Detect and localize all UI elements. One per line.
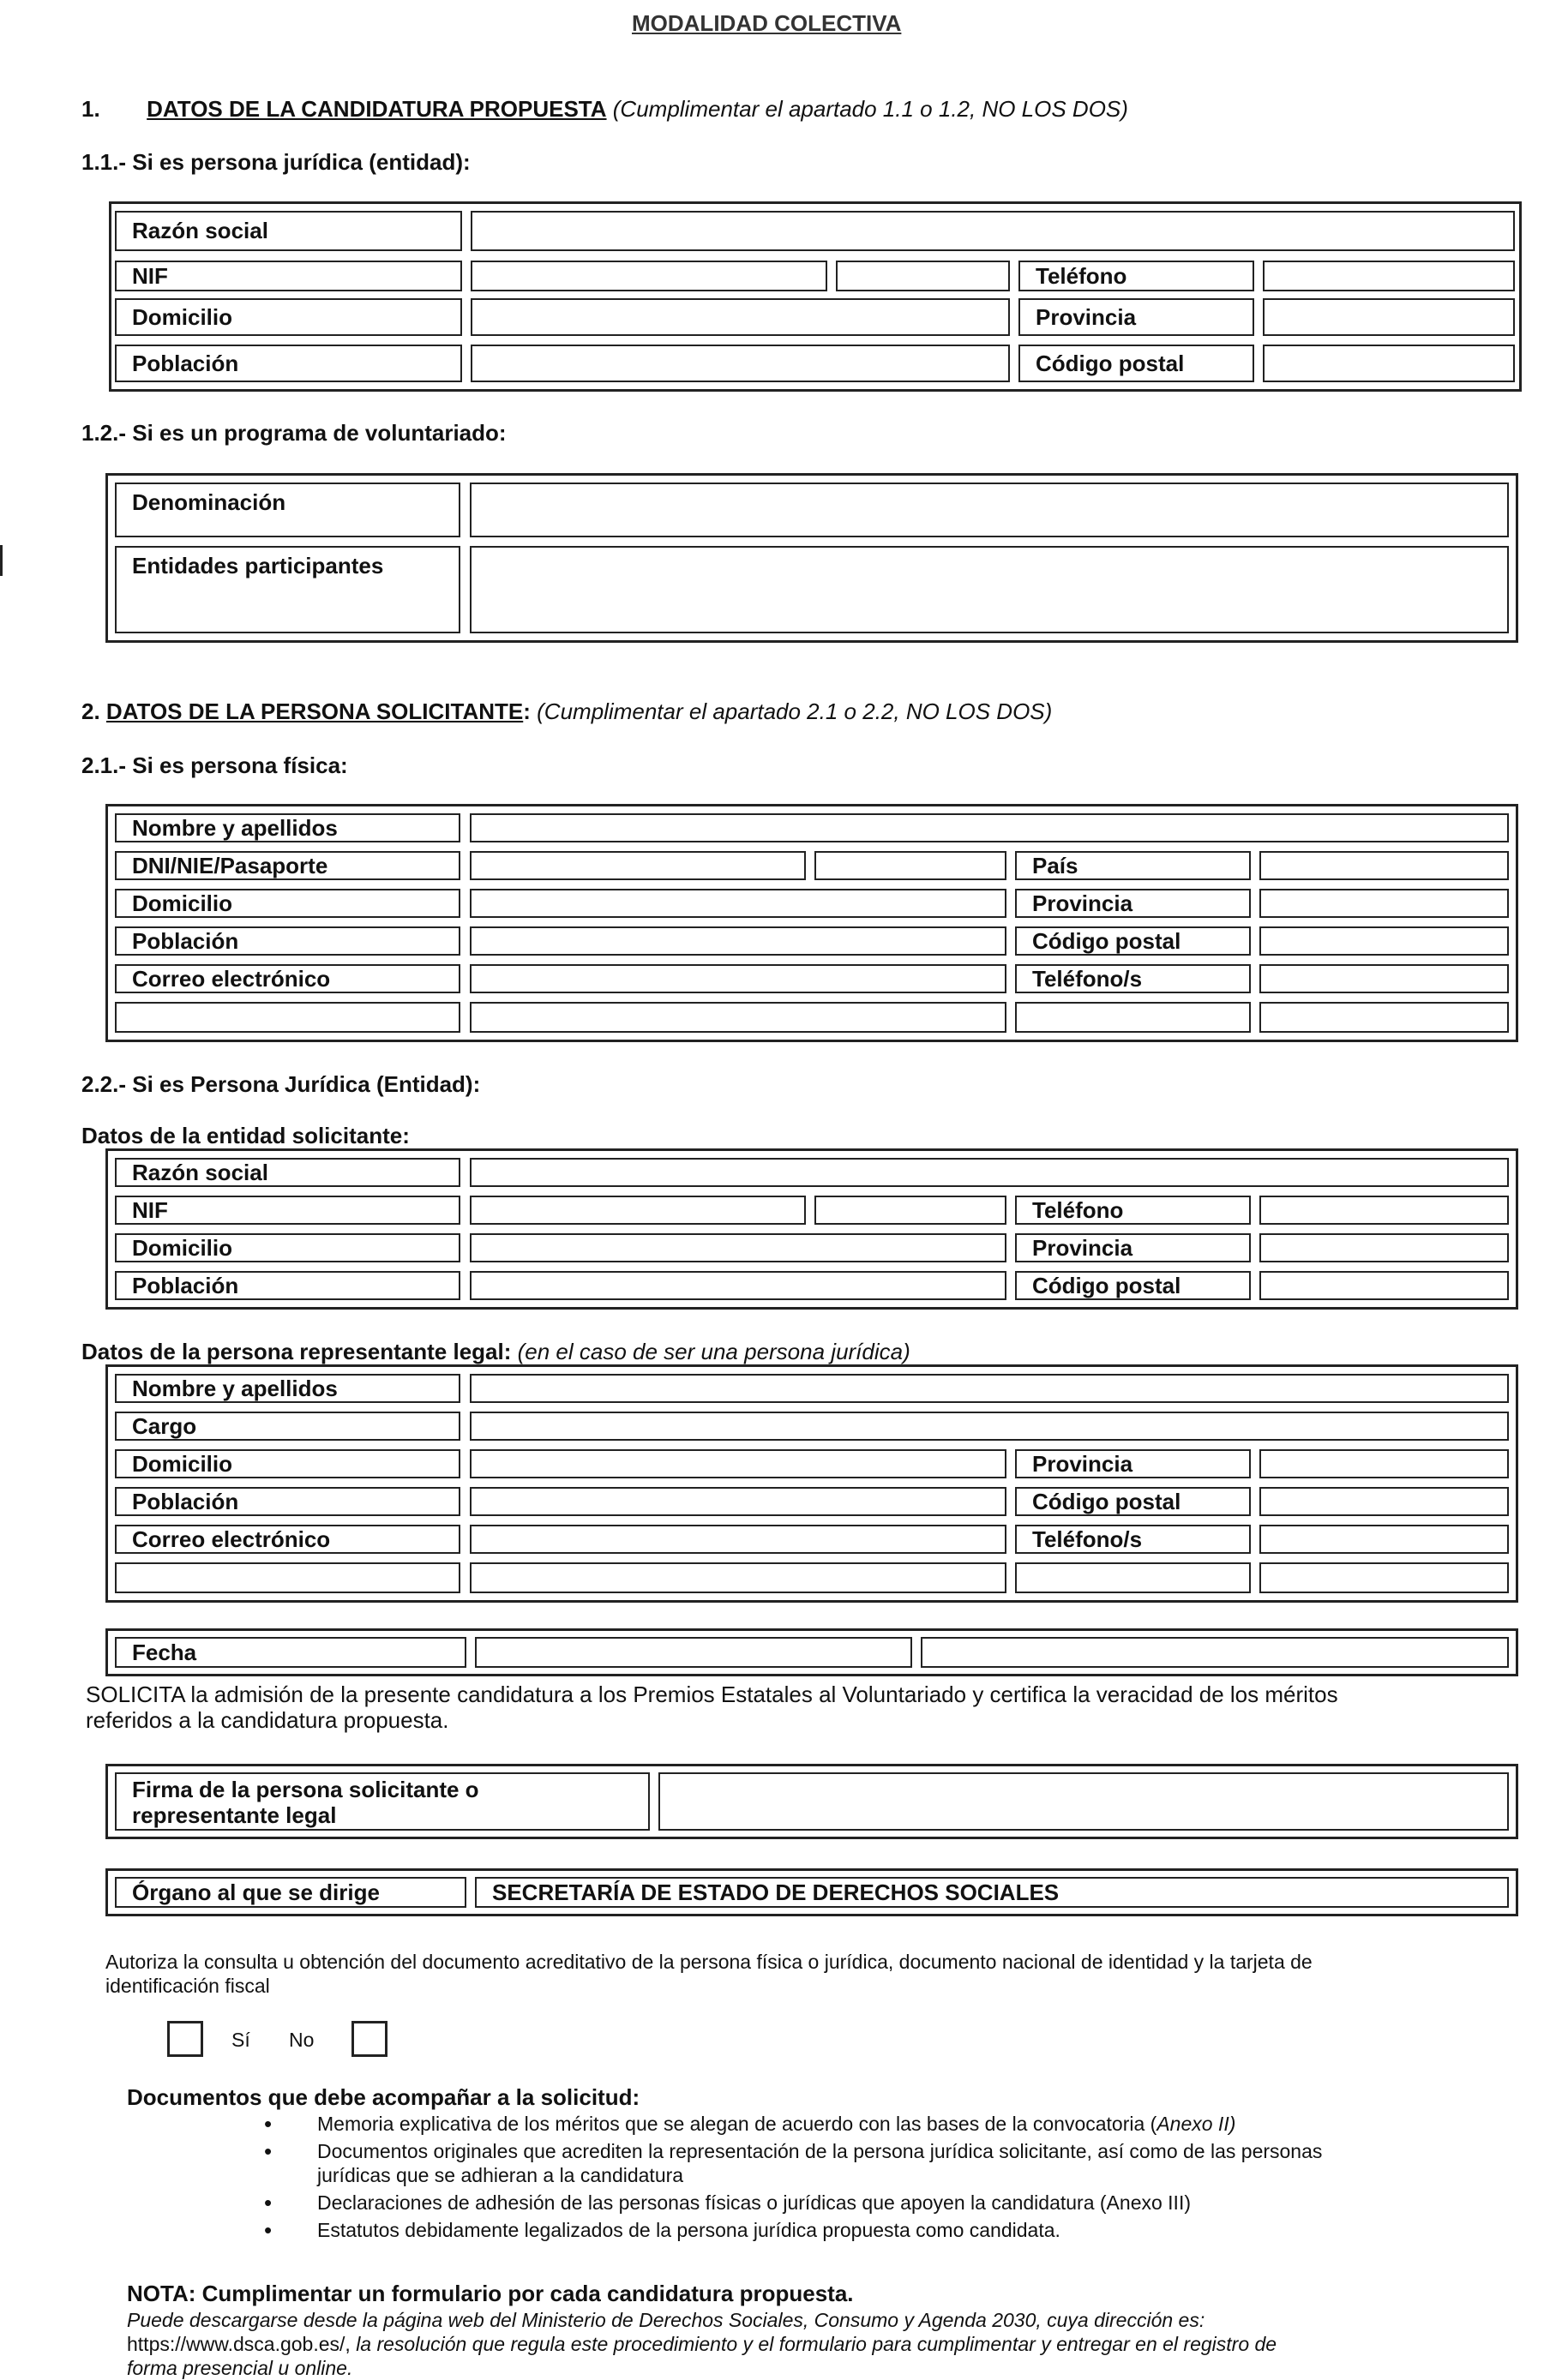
- entidad-domicilio-label: Domicilio: [115, 1233, 460, 1262]
- poblacion-label: Población: [115, 345, 462, 382]
- nota-title: NOTA: Cumplimentar un formulario por cada candidatura propuesta.: [127, 2281, 854, 2306]
- entidad-provincia-label: Provincia: [1015, 1233, 1251, 1262]
- razon-social-label: Razón social: [115, 211, 462, 251]
- entidad-nif-field-extra[interactable]: [814, 1196, 1006, 1225]
- domicilio-field[interactable]: [470, 889, 1006, 918]
- nombre-field[interactable]: [470, 813, 1509, 842]
- organo-label: Órgano al que se dirige: [115, 1877, 466, 1908]
- rep-domicilio-label: Domicilio: [115, 1449, 460, 1478]
- rep-telefonos-label: Teléfono/s: [1015, 1525, 1251, 1554]
- correo-label: Correo electrónico: [115, 964, 460, 993]
- entidad-domicilio-field[interactable]: [470, 1233, 1006, 1262]
- fecha-field-1[interactable]: [475, 1637, 912, 1668]
- nota-text-3: forma presencial u online.: [127, 2357, 353, 2379]
- rep-codigo-postal-label: Código postal: [1015, 1487, 1251, 1516]
- rep-extra-field-1[interactable]: [115, 1562, 460, 1593]
- documento-2-line2: jurídicas que se adhieran a la candidatura: [317, 2164, 684, 2186]
- entidad-telefono-field[interactable]: [1259, 1196, 1509, 1225]
- domicilio-label: Domicilio: [115, 889, 460, 918]
- rep-provincia-label: Provincia: [1015, 1449, 1251, 1478]
- domicilio-field[interactable]: [471, 298, 1010, 336]
- documento-item: [317, 2112, 1397, 2136]
- telefono-label: Teléfono: [1018, 261, 1254, 291]
- entidades-field[interactable]: [470, 546, 1509, 633]
- documento-1-anexo: Anexo II): [1156, 2113, 1236, 2135]
- entidad-razon-label: Razón social: [115, 1158, 460, 1187]
- codigo-postal-field[interactable]: [1259, 926, 1509, 956]
- provincia-label: Provincia: [1018, 298, 1254, 336]
- section-2-1-title: 2.1.- Si es persona física:: [81, 752, 348, 778]
- section-1-1-title: 1.1.- Si es persona jurídica (entidad):: [81, 149, 471, 175]
- section-1-note: (Cumplimentar el apartado 1.1 o 1.2, NO LOS DOS): [606, 96, 1128, 122]
- rep-correo-field[interactable]: [470, 1525, 1006, 1554]
- no-label: No: [289, 2029, 315, 2051]
- si-label: Sí: [231, 2029, 250, 2051]
- rep-cargo-label: Cargo: [115, 1412, 460, 1441]
- firma-label-line2: representante legal: [132, 1802, 337, 1828]
- dni-field[interactable]: [470, 851, 806, 880]
- rep-extra-field-4[interactable]: [1259, 1562, 1509, 1593]
- nif-field-extra[interactable]: [836, 261, 1010, 291]
- rep-nombre-field[interactable]: [470, 1374, 1509, 1403]
- pais-label: País: [1015, 851, 1251, 880]
- solicita-text-2: referidos a la candidatura propuesta.: [86, 1707, 449, 1733]
- section-2-note: (Cumplimentar el apartado 2.1 o 2.2, NO LOS DOS): [530, 698, 1053, 724]
- rep-extra-field-3[interactable]: [1015, 1562, 1251, 1593]
- entidad-provincia-field[interactable]: [1259, 1233, 1509, 1262]
- extra-field-3[interactable]: [1015, 1002, 1251, 1033]
- documento-2-line1: Documentos originales que acrediten la representación de la persona jurídica solicitante, así como de las personas: [317, 2140, 1323, 2162]
- codigo-postal-label: Código postal: [1015, 926, 1251, 956]
- rep-domicilio-field[interactable]: [470, 1449, 1006, 1478]
- dni-field-extra[interactable]: [814, 851, 1006, 880]
- section-1-number: 1.: [81, 96, 100, 122]
- nota-text-2b: la resolución que regula este procedimiento y el formulario para cumplimentar y entregar en el registro de: [356, 2333, 1277, 2355]
- nombre-label: Nombre y apellidos: [115, 813, 460, 842]
- rep-poblacion-label: Población: [115, 1487, 460, 1516]
- section-1-2-title: 1.2.- Si es un programa de voluntariado:: [81, 420, 507, 446]
- firma-label: [115, 1772, 650, 1831]
- no-checkbox[interactable]: [351, 2021, 387, 2057]
- rep-nombre-label: Nombre y apellidos: [115, 1374, 460, 1403]
- autoriza-text-2: identificación fiscal: [105, 1975, 270, 1997]
- representante-title: [81, 1339, 910, 1364]
- si-checkbox[interactable]: [167, 2021, 203, 2057]
- codigo-postal-label: Código postal: [1018, 345, 1254, 382]
- entidad-nif-field[interactable]: [470, 1196, 806, 1225]
- section-2-colon: :: [523, 698, 531, 724]
- dni-label: DNI/NIE/Pasaporte: [115, 851, 460, 880]
- pais-field[interactable]: [1259, 851, 1509, 880]
- rep-poblacion-field[interactable]: [470, 1487, 1006, 1516]
- representante-heading: Datos de la persona representante legal:: [81, 1339, 512, 1364]
- provincia-label: Provincia: [1015, 889, 1251, 918]
- autoriza-text-1: Autoriza la consulta u obtención del documento acreditativo de la persona física o jurídica, documento nacional de identidad y la tarjeta de: [105, 1951, 1313, 1973]
- poblacion-field[interactable]: [471, 345, 1010, 382]
- representante-note: (en el caso de ser una persona jurídica): [511, 1339, 910, 1364]
- poblacion-field[interactable]: [470, 926, 1006, 956]
- nota-text-1: Puede descargarse desde la página web del Ministerio de Derechos Sociales, Consumo y Agenda 2030, cuya dirección es:: [127, 2309, 1205, 2331]
- firma-field[interactable]: [658, 1772, 1509, 1831]
- documento-1-text: Memoria explicativa de los méritos que se alegan de acuerdo con las bases de la convocatoria (: [317, 2113, 1157, 2135]
- entidad-title: Datos de la entidad solicitante:: [81, 1123, 410, 1148]
- entidad-codigo-postal-label: Código postal: [1015, 1271, 1251, 1300]
- rep-provincia-field[interactable]: [1259, 1449, 1509, 1478]
- documento-4-text: Estatutos debidamente legalizados de la persona jurídica propuesta como candidata.: [317, 2219, 1060, 2241]
- telefono-field[interactable]: [1263, 261, 1515, 291]
- nota-text-2: [127, 2332, 1277, 2356]
- nota-url[interactable]: https://www.dsca.gob.es/,: [127, 2333, 357, 2355]
- entidad-poblacion-field[interactable]: [470, 1271, 1006, 1300]
- entidades-label: Entidades participantes: [115, 546, 460, 633]
- entidad-codigo-postal-field[interactable]: [1259, 1271, 1509, 1300]
- codigo-postal-field[interactable]: [1263, 345, 1515, 382]
- section-2-heading: DATOS DE LA PERSONA SOLICITANTE: [105, 698, 524, 724]
- section-2-title: [81, 698, 1052, 724]
- documento-item: [317, 2218, 1397, 2242]
- telefonos-label: Teléfono/s: [1015, 964, 1251, 993]
- documento-item: [317, 2191, 1397, 2215]
- rep-correo-label: Correo electrónico: [115, 1525, 460, 1554]
- provincia-field[interactable]: [1259, 889, 1509, 918]
- page-heading: MODALIDAD COLECTIVA: [632, 10, 902, 36]
- section-2-2-title: 2.2.- Si es Persona Jurídica (Entidad):: [81, 1071, 481, 1097]
- solicita-text-1: SOLICITA la admisión de la presente candidatura a los Premios Estatales al Voluntariado y certifica la veracidad de los méritos: [86, 1682, 1338, 1707]
- correo-field[interactable]: [470, 964, 1006, 993]
- entidad-nif-label: NIF: [115, 1196, 460, 1225]
- section-1-title: [81, 96, 1128, 122]
- poblacion-label: Población: [115, 926, 460, 956]
- entidad-telefono-label: Teléfono: [1015, 1196, 1251, 1225]
- organo-value: SECRETARÍA DE ESTADO DE DERECHOS SOCIALES: [475, 1877, 1509, 1908]
- nif-field[interactable]: [471, 261, 827, 291]
- razon-social-field[interactable]: [471, 211, 1515, 251]
- extra-field-1[interactable]: [115, 1002, 460, 1033]
- fecha-label: Fecha: [115, 1637, 466, 1668]
- firma-label-line1: Firma de la persona solicitante o: [132, 1777, 479, 1802]
- telefonos-field[interactable]: [1259, 964, 1509, 993]
- revision-bar: [0, 545, 3, 576]
- denominacion-field[interactable]: [470, 483, 1509, 537]
- section-1-heading: DATOS DE LA CANDIDATURA PROPUESTA: [147, 96, 607, 122]
- section-2-number: 2.: [81, 698, 106, 724]
- domicilio-label: Domicilio: [115, 298, 462, 336]
- extra-field-4[interactable]: [1259, 1002, 1509, 1033]
- entidad-poblacion-label: Población: [115, 1271, 460, 1300]
- fecha-field-2[interactable]: [921, 1637, 1509, 1668]
- rep-cargo-field[interactable]: [470, 1412, 1509, 1441]
- documento-3-text: Declaraciones de adhesión de las personas físicas o jurídicas que apoyen la candidatura (Anexo III): [317, 2191, 1191, 2214]
- documentos-title: Documentos que debe acompañar a la solicitud:: [127, 2084, 640, 2110]
- nif-label: NIF: [115, 261, 462, 291]
- provincia-field[interactable]: [1263, 298, 1515, 336]
- documento-item: [317, 2139, 1397, 2187]
- rep-codigo-postal-field[interactable]: [1259, 1487, 1509, 1516]
- rep-telefonos-field[interactable]: [1259, 1525, 1509, 1554]
- documentos-list: [317, 2112, 1397, 2245]
- rep-extra-field-2[interactable]: [470, 1562, 1006, 1593]
- denominacion-label: Denominación: [115, 483, 460, 537]
- entidad-razon-field[interactable]: [470, 1158, 1509, 1187]
- extra-field-2[interactable]: [470, 1002, 1006, 1033]
